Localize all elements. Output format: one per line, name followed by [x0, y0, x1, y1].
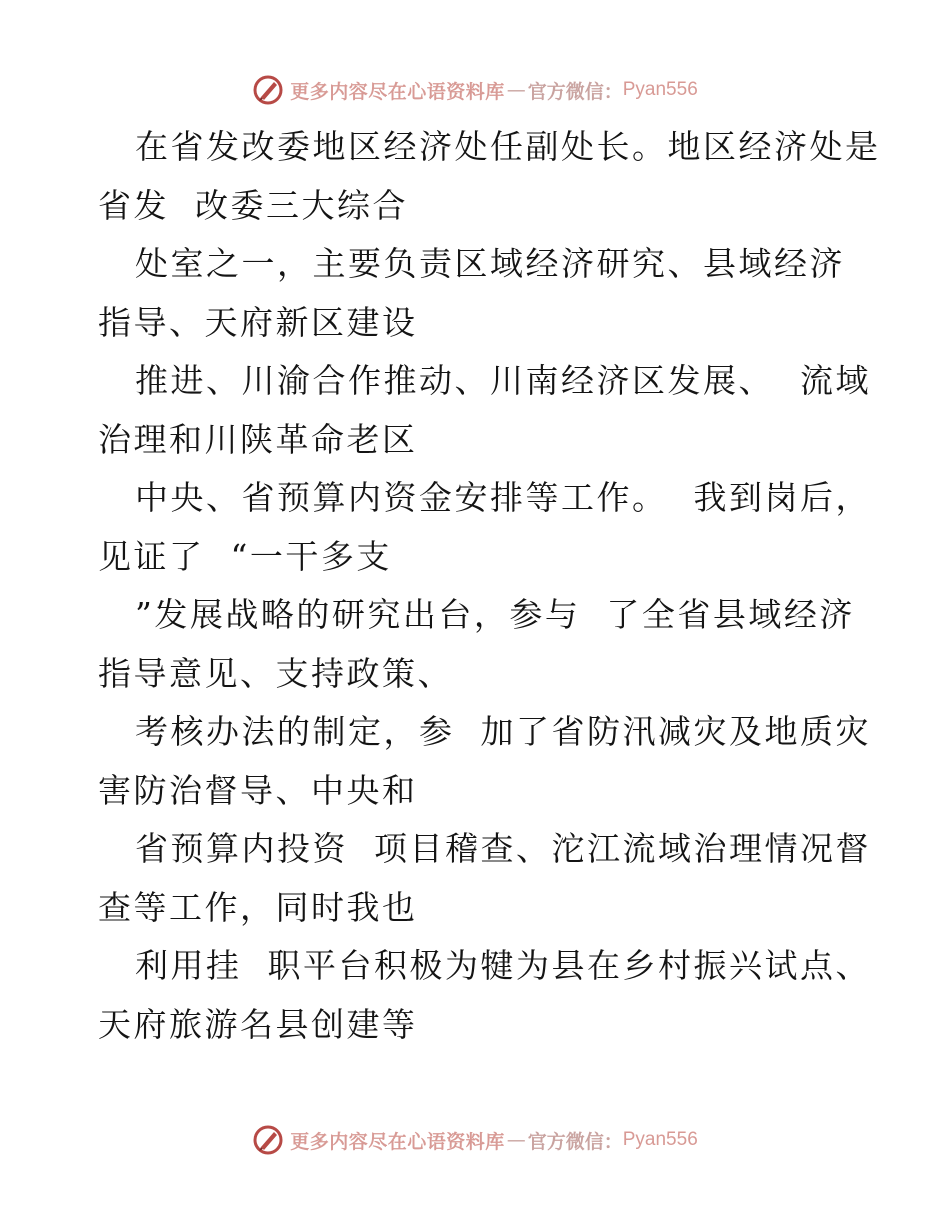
footer-watermark-lead: 更多内容尽在心语资料库: [290, 1130, 505, 1153]
quill-in-circle-icon: [252, 1124, 284, 1156]
body-line: 省发 改委三大综合: [98, 185, 408, 225]
quill-in-circle-icon: [252, 74, 284, 106]
header-watermark-tail: 官方微信：: [527, 80, 623, 103]
body-line: 中央、省预算内资金安排等工作。 我到岗后，: [135, 478, 871, 517]
body-line: 省预算内投资 项目稽查、沱江流域治理情况督: [135, 829, 871, 868]
body-line: 处室之一，主要负责区域经济研究、县域经济: [135, 244, 845, 283]
body-line: 指导、天府新区建设: [98, 302, 418, 342]
body-line: 在省发改委地区经济处任副处长。地区经济处是: [135, 127, 881, 166]
body-line: ”发展战略的研究出台，参与 了全省县域经济: [135, 595, 855, 634]
footer-watermark-banner: [0, 1120, 950, 1160]
body-line: 指导意见、支持政策、: [98, 653, 453, 693]
body-line: 治理和川陕革命老区: [98, 419, 418, 459]
header-watermark-banner: [0, 70, 950, 110]
header-watermark-text: [290, 77, 698, 104]
body-line: 查等工作，同时我也: [98, 887, 418, 927]
header-watermark-account: Pyan556: [622, 79, 698, 100]
header-watermark-lead: 更多内容尽在心语资料库: [290, 80, 505, 103]
footer-watermark-text: [290, 1127, 698, 1154]
footer-watermark-tail: 官方微信：: [527, 1130, 623, 1153]
body-line: 天府旅游名县创建等: [98, 1004, 418, 1044]
document-body: [98, 118, 881, 1054]
header-watermark-separator: —: [506, 79, 526, 101]
body-line: 推进、川渝合作推动、川南经济区发展、 流域: [135, 361, 871, 400]
footer-watermark-account: Pyan556: [622, 1129, 698, 1150]
body-line: 考核办法的制定，参 加了省防汛减灾及地质灾: [135, 712, 871, 751]
footer-watermark-separator: —: [506, 1129, 526, 1151]
body-line: 见证了 “一干多支: [98, 536, 392, 576]
body-line: 利用挂 职平台积极为犍为县在乡村振兴试点、: [135, 946, 871, 985]
body-line: 害防治督导、中央和: [98, 770, 418, 810]
